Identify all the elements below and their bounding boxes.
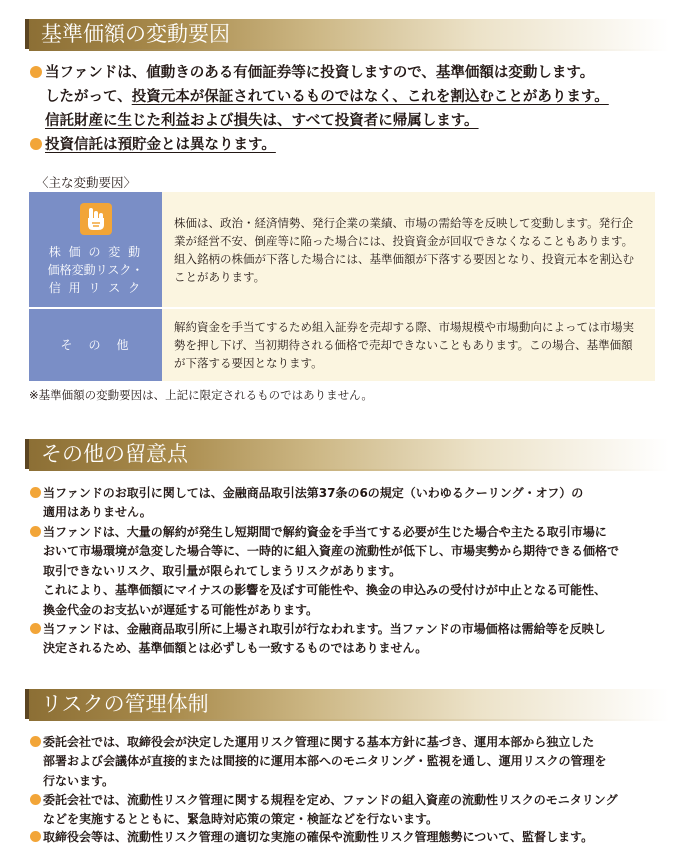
section-title: 基準価額の変動要因: [41, 22, 230, 46]
list-item: 当ファンドのお取引に関しては、金融商品取引法第37条の6の規定（いわゆるクーリング・オフ）の: [30, 484, 583, 504]
section-header-fluctuation: [29, 19, 669, 49]
bullet-principal-not-guaranteed: したがって、投資元本が保証されているものではなく、これを割込むことがあります。: [45, 89, 609, 105]
hand-icon: [80, 203, 112, 235]
risk-label-cell: [29, 308, 162, 381]
bullet-icon: [30, 736, 41, 747]
list-item: 適用はありません。: [43, 505, 152, 519]
bullet-icon: [30, 526, 41, 537]
bullet-icon: [30, 138, 42, 150]
footnote: ※基準価額の変動要因は、上記に限定されるものではありません。: [29, 388, 373, 402]
section-title: その他の留意点: [41, 442, 188, 466]
section-header-other-notes: [29, 439, 669, 469]
list-item: 当ファンドは、大量の解約が発生し短期間で解約資金を手当てする必要が生じた場合や主たる取引市場に: [30, 523, 607, 543]
list-item: おいて市場環境が急変した場合等に、一時的に組入資産の流動性が低下し、市場実勢から期待できる価格で: [43, 544, 620, 558]
risk-description-other: 解約資金を手当てするため組入証券を売却する際、市場規模や市場動向によっては市場実勢を押し下げ、当初期待される価格で売却できないこともあります。この場合、基準価額が下落する要因となります。: [162, 308, 655, 381]
bullet-icon: [30, 66, 42, 78]
bullet-fund-volatility: 当ファンドは、値動きのある有価証券等に投資しますので、基準価額は変動します。: [30, 63, 670, 84]
risk-label-cell: [29, 192, 162, 308]
bullet-icon: [30, 623, 41, 634]
list-item: 当ファンドは、金融商品取引所に上場され取引が行なわれます。当ファンドの市場価格は需給等を反映し: [30, 620, 606, 640]
list-item: 委託会社では、取締役会が決定した運用リスク管理に関する基本方針に基づき、運用本部から独立した: [30, 733, 594, 753]
risk-label-sub1: 価格変動リスク・: [47, 262, 144, 277]
bullet-icon: [30, 794, 41, 805]
list-item: 委託会社では、流動性リスク管理に関する規程を定め、ファンドの組入資産の流動性リスクのモニタリング: [30, 791, 618, 811]
risk-row-other: [29, 308, 655, 381]
bullet-icon: [30, 831, 41, 842]
list-item: 行ないます。: [43, 774, 115, 788]
bullet-investor-responsibility: 信託財産に生じた利益および損失は、すべて投資者に帰属します。: [45, 113, 479, 129]
list-item: これにより、基準価額にマイナスの影響を及ぼす可能性や、換金の申込みの受付けが中止となる可能性、: [43, 583, 607, 597]
list-item: 取締役会等は、流動性リスク管理の適切な実施の確保や流動性リスク管理態勢について、監督します。: [30, 828, 593, 848]
risk-label-sub2: 信 用 リ ス ク: [48, 280, 143, 295]
section-title: リスクの管理体制: [41, 692, 209, 716]
bullet-icon: [30, 487, 41, 498]
list-item: 決定されるため、基準価額とは必ずしも一致するものではありません。: [43, 641, 428, 655]
risk-label-title: 株 価 の 変 動: [48, 244, 143, 259]
section-header-risk-management: [29, 689, 669, 719]
risk-label-other: そ の 他: [60, 338, 131, 352]
risk-row-stock: [29, 192, 655, 308]
list-item: 部署および会議体が直接的または間接的に運用本部へのモニタリング・監視を通し、運用リスクの管理を: [43, 754, 607, 768]
bullet-not-deposit: 投資信託は預貯金とは異なります。: [30, 135, 670, 156]
risk-description-stock: 株価は、政治・経済情勢、発行企業の業績、市場の需給等を反映して変動します。発行企業が経営不安、倒産等に陥った場合には、投資資金が回収できなくなることもあります。組入銘柄の株価が下落した場合には、基準価額が下落する要因となり、投資元本を割込むことがあります。: [162, 192, 655, 308]
list-item: 取引できないリスク、取引量が限られてしまうリスクがあります。: [43, 564, 402, 578]
subheading-main-factors: 〈主な変動要因〉: [36, 175, 137, 190]
risk-factor-table: [29, 192, 655, 381]
list-item: 換金代金のお支払いが遅延する可能性があります。: [43, 603, 319, 617]
list-item: などを実施するとともに、緊急時対応策の策定・検証などを行ないます。: [43, 812, 439, 826]
